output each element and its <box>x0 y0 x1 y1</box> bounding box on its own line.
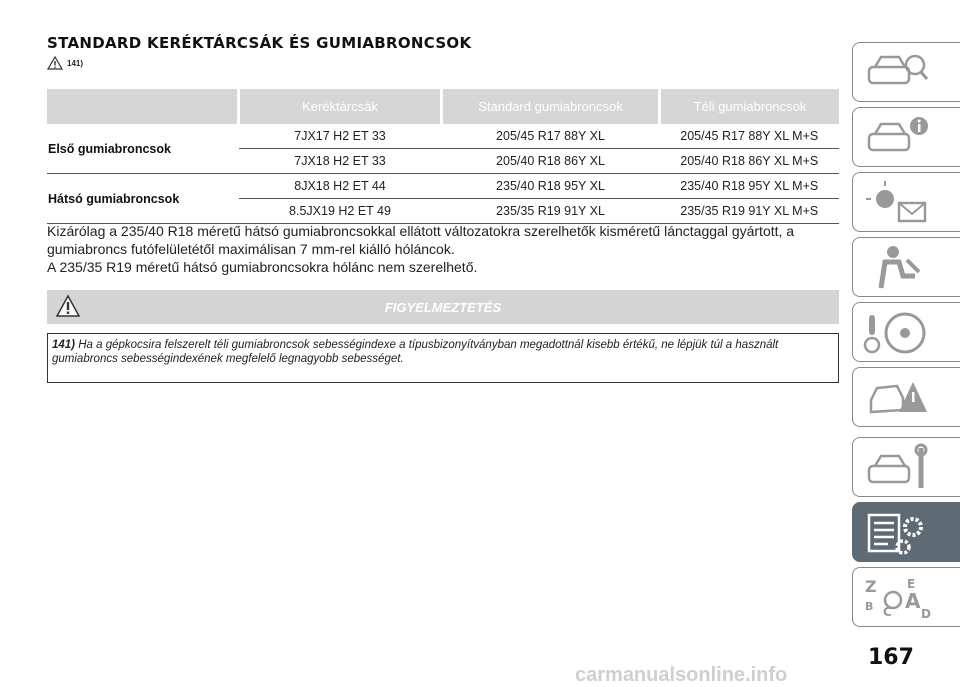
tab-technical-data[interactable] <box>852 502 960 562</box>
reference-label: 141) <box>67 58 84 68</box>
table-cell: 205/45 R17 88Y XL M+S <box>660 124 840 149</box>
warning-lights-icon <box>863 177 933 229</box>
table-header-row <box>47 89 839 124</box>
tab-index[interactable] <box>852 567 960 627</box>
svg-text:E: E <box>907 577 916 591</box>
reference-note <box>47 56 83 70</box>
table-cell: 8.5JX19 H2 ET 49 <box>239 199 442 224</box>
svg-text:C: C <box>883 605 892 619</box>
technical-data-icon <box>863 507 933 559</box>
table-cell: 205/40 R18 86Y XL <box>442 149 660 174</box>
warning-ref: 141) <box>52 339 76 351</box>
breakdown-icon <box>863 372 933 424</box>
tab-car-knowledge[interactable] <box>852 42 960 102</box>
table-cell: 8JX18 H2 ET 44 <box>239 174 442 199</box>
airbag-seat-icon <box>863 242 933 294</box>
car-magnifier-icon <box>863 47 933 99</box>
header-cell-rims: Keréktárcsák <box>239 89 442 124</box>
snow-chain-paragraph: Kizárólag a 235/40 R18 méretű hátsó gumiabroncsokkal ellátott változatokra szerelhetők kisméretű lánctaggal gyártott, a gumiabroncs futófelületétől maximálisan 7 mm-rel kiálló hóláncok. <box>47 223 795 257</box>
svg-text:Z: Z <box>865 577 877 596</box>
row-label-rear: Hátsó gumiabroncsok <box>47 174 239 224</box>
warning-triangle-icon <box>47 56 63 70</box>
index-icon <box>863 572 933 624</box>
page-number: 167 <box>868 645 914 670</box>
header-cell-winter-tyres: Téli gumiabroncsok <box>660 89 840 124</box>
car-info-icon <box>863 112 933 164</box>
warning-header <box>47 290 839 324</box>
tab-starting-driving[interactable] <box>852 302 960 362</box>
svg-text:D: D <box>921 607 931 621</box>
tab-emergency[interactable] <box>852 367 960 427</box>
table-cell: 205/45 R17 88Y XL <box>442 124 660 149</box>
table-cell: 7JX17 H2 ET 33 <box>239 124 442 149</box>
page-title: STANDARD KERÉKTÁRCSÁK ÉS GUMIABRONCSOK <box>47 34 472 52</box>
table-cell: 235/35 R19 91Y XL M+S <box>660 199 840 224</box>
tab-maintenance[interactable] <box>852 437 960 497</box>
row-label-front: Első gumiabroncsok <box>47 124 239 174</box>
warning-body: Ha a gépkocsira felszerelt téli gumiabroncsok sebességindexe a típusbizonyítványban megadottnál kisebb értékű, ne lépjük túl a használt gumiabroncs sebességindexének megfelelő legnagyobb sebességet. <box>52 339 779 365</box>
warning-text <box>52 338 834 366</box>
header-cell-standard-tyres: Standard gumiabroncsok <box>442 89 660 124</box>
table-cell: 235/40 R18 95Y XL M+S <box>660 174 840 199</box>
table-cell: 235/40 R18 95Y XL <box>442 174 660 199</box>
warning-title: FIGYELMEZTETÉS <box>384 300 502 315</box>
warning-box <box>47 333 839 383</box>
svg-text:A: A <box>905 589 921 613</box>
wheel-tyre-table <box>47 89 839 224</box>
tab-instruments[interactable] <box>852 107 960 167</box>
table-cell: 205/40 R18 86Y XL M+S <box>660 149 840 174</box>
table-cell: 235/35 R19 91Y XL <box>442 199 660 224</box>
header-cell-empty <box>47 89 239 124</box>
tab-safety[interactable] <box>852 237 960 297</box>
table-row <box>47 174 839 199</box>
watermark: carmanualsonline.info <box>575 664 788 686</box>
no-chain-paragraph: A 235/35 R19 méretű hátsó gumiabroncsokra hólánc nem szerelhető. <box>47 259 478 275</box>
table-cell: 7JX18 H2 ET 33 <box>239 149 442 174</box>
table-row <box>47 124 839 149</box>
car-service-icon <box>863 442 933 494</box>
steering-key-icon <box>863 307 933 359</box>
svg-text:B: B <box>865 600 874 613</box>
tab-warning-lights[interactable] <box>852 172 960 232</box>
